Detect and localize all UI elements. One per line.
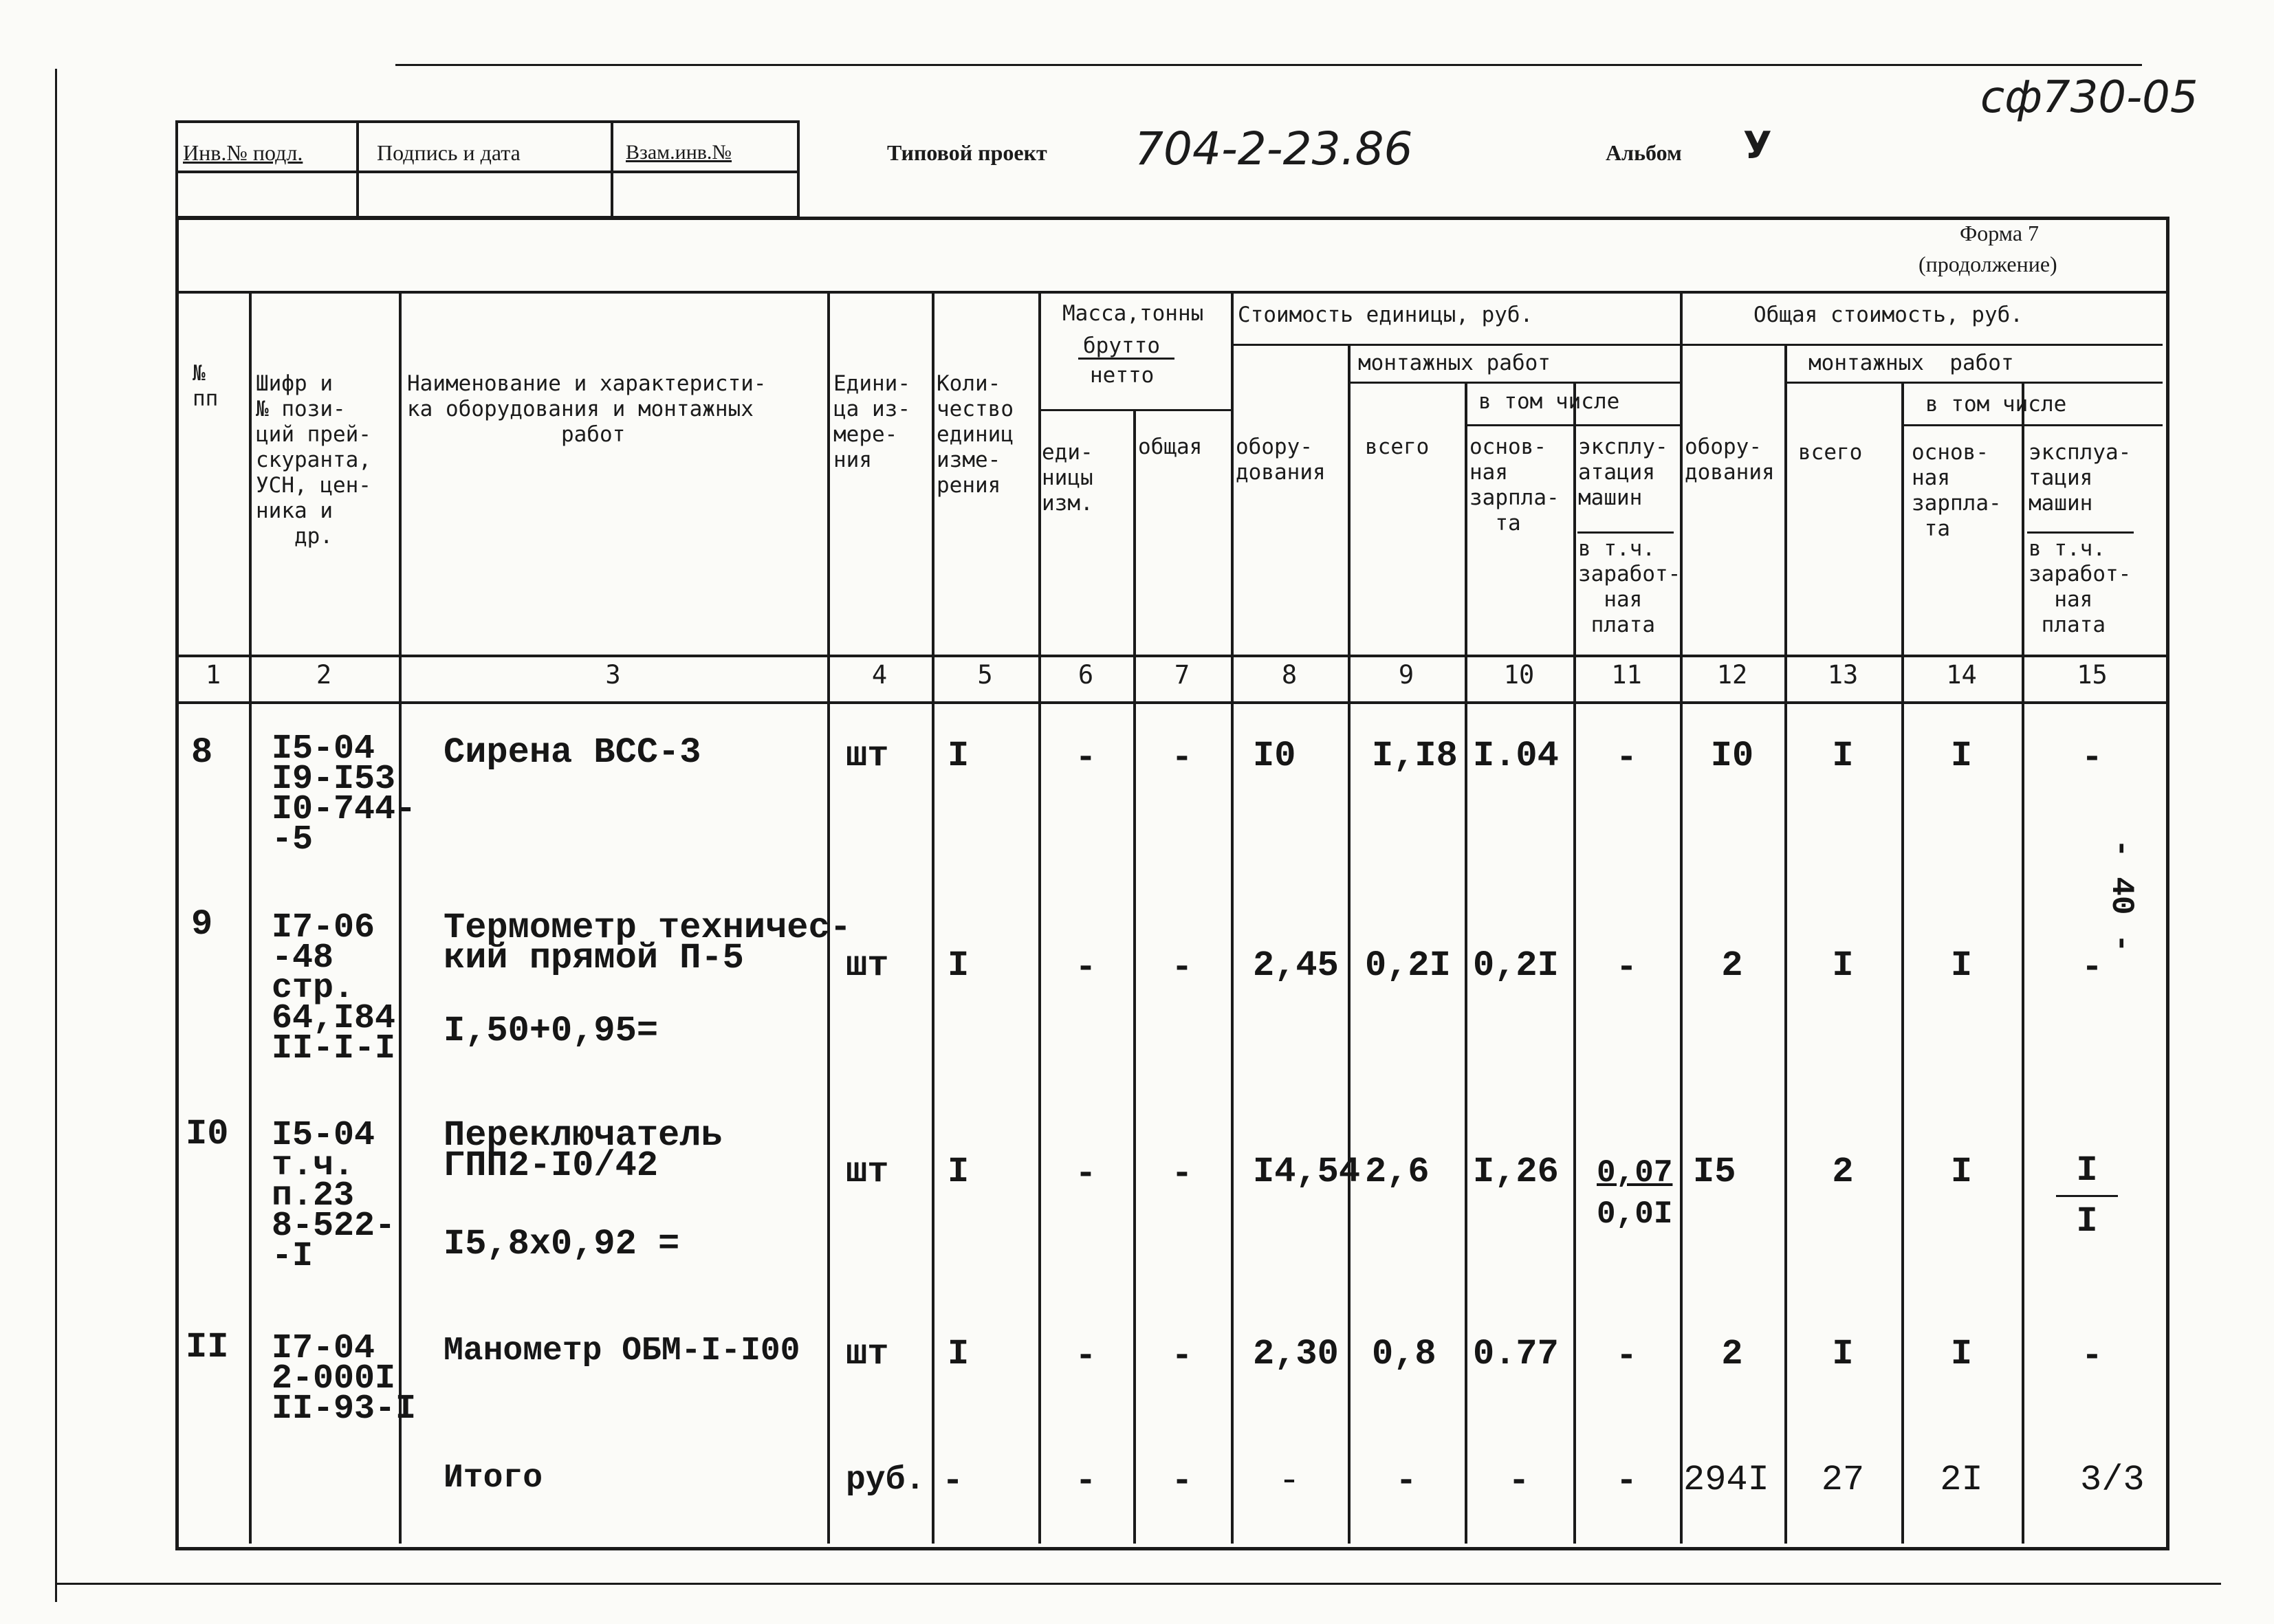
- col-number-6: 6: [1078, 660, 1094, 690]
- header-qty: Коли- чество единиц изме- рения: [937, 371, 1014, 498]
- stamp-divider-v1: [356, 120, 359, 216]
- vtom-b-rule: [1901, 424, 2163, 426]
- header-mont-a: монтажных работ: [1358, 351, 1551, 375]
- col-number-9: 9: [1398, 660, 1414, 690]
- stamp-box: [175, 120, 800, 219]
- row-unit: шт: [846, 736, 889, 776]
- row-name: Сирена ВСС-3: [444, 732, 701, 773]
- header-c15-sub: в т.ч. заработ- ная плата: [2029, 536, 2132, 637]
- row-qty: I: [948, 945, 970, 986]
- row-c8: 2,30: [1253, 1334, 1339, 1374]
- header-c11: эксплу- атация машин: [1578, 435, 1668, 510]
- row-c9: 0,2I: [1365, 945, 1451, 986]
- col-number-13: 13: [1827, 660, 1859, 690]
- row-c15: I: [2076, 1150, 2098, 1191]
- header-vtom-b: в том числе: [1925, 392, 2067, 417]
- row-c12: I0: [1710, 736, 1754, 776]
- row-c15: -: [2081, 1336, 2103, 1376]
- header-c11-sub: в т.ч. заработ- ная плата: [1578, 536, 1681, 637]
- row-mass-total: -: [1171, 738, 1193, 778]
- row-mass-unit: -: [1075, 738, 1097, 778]
- total-mass-total: -: [1171, 1461, 1193, 1502]
- total-label: Итого: [444, 1460, 543, 1497]
- form-subtitle: (продолжение): [1918, 252, 2057, 276]
- col-number-1: 1: [205, 660, 221, 690]
- row-code: I7-06 -48 стр. 64,I84 II-I-I: [272, 908, 396, 1068]
- total-mass-unit: -: [1075, 1461, 1097, 1502]
- sign-label: Подпись и дата: [377, 140, 521, 165]
- total-c15: 3/3: [2080, 1460, 2145, 1500]
- row-number: I0: [186, 1114, 229, 1154]
- row-c12: 2: [1721, 945, 1743, 986]
- col-number-3: 3: [605, 660, 621, 690]
- header-code: Шифр и № пози- ций прей- скуранта, УСН, цен- ника и др.: [256, 371, 371, 549]
- header-unit-cost: Стоимость единицы, руб.: [1238, 303, 1533, 327]
- row-qty: I: [948, 736, 970, 776]
- header-name: Наименование и характеристи- ка оборудования и монтажных работ: [407, 371, 767, 447]
- header-brutto: брутто: [1083, 333, 1160, 358]
- header-c10: основ- ная зарпла- та: [1469, 435, 1560, 536]
- row-number: 8: [191, 732, 213, 773]
- row-c10: I.04: [1473, 736, 1559, 776]
- stamp-divider: [175, 171, 797, 173]
- row-c8: I4,54: [1253, 1152, 1361, 1192]
- row-c13: 2: [1832, 1152, 1854, 1192]
- row-c14: I: [1950, 945, 1973, 986]
- row-c14: I: [1950, 736, 1973, 776]
- inv-label: Инв.№ подл.: [183, 140, 303, 165]
- mass-sub-rule: [1038, 409, 1231, 411]
- header-c14: основ- ная зарпла- та: [1912, 440, 2002, 541]
- underline-15: [2027, 531, 2134, 534]
- col-number-bottom-rule: [175, 701, 2168, 704]
- album-value: У: [1743, 124, 1772, 167]
- total-c12: 294I: [1683, 1460, 1769, 1500]
- form-title: Форма 7: [1960, 221, 2040, 245]
- row-c14: I: [1950, 1334, 1973, 1374]
- album-label: Альбом: [1606, 140, 1682, 165]
- vzam-label: Взам.инв.№: [626, 141, 732, 164]
- row-mass-total: -: [1171, 947, 1193, 988]
- total-c10: -: [1508, 1461, 1530, 1502]
- row-mass-unit: -: [1075, 947, 1097, 988]
- col-line-10: [1465, 382, 1467, 1544]
- row-number: 9: [191, 904, 213, 945]
- col-line-2: [249, 291, 252, 1544]
- header-mont-b: монтажных работ: [1808, 351, 2014, 375]
- left-margin-line: [55, 69, 57, 1602]
- col-line-5: [932, 291, 934, 1544]
- col-line-9: [1348, 344, 1351, 1544]
- row-qty: I: [948, 1334, 970, 1374]
- row-code: I5-04 т.ч. п.23 8-522- -I: [272, 1116, 396, 1276]
- row-mass-unit: -: [1075, 1336, 1097, 1376]
- row-unit: шт: [846, 1152, 889, 1192]
- header-c8: обору- дования: [1236, 435, 1326, 485]
- total-c9: -: [1395, 1461, 1417, 1502]
- total-qty: -: [942, 1461, 964, 1502]
- row-mass-total: -: [1171, 1336, 1193, 1376]
- total-c11: -: [1615, 1461, 1638, 1502]
- header-c15: эксплуа- тация машин: [2029, 440, 2132, 516]
- total-unit: руб.: [846, 1462, 926, 1499]
- total-c13: 27: [1821, 1460, 1865, 1500]
- row-c11: -: [1615, 738, 1638, 778]
- row-c11: -: [1615, 1336, 1638, 1376]
- row-c9: I,I8: [1372, 736, 1458, 776]
- row-c8: I0: [1253, 736, 1296, 776]
- col-number-12: 12: [1716, 660, 1748, 690]
- total-c8: -: [1278, 1461, 1300, 1502]
- row-c11-sub: 0,0I: [1597, 1196, 1673, 1232]
- row-mass-unit: -: [1075, 1154, 1097, 1194]
- header-mass-total: общая: [1138, 435, 1203, 459]
- header-c9: всего: [1365, 435, 1430, 459]
- row-unit: шт: [846, 1334, 889, 1374]
- row-c9: 0,8: [1372, 1334, 1436, 1374]
- header-vtom-a: в том числе: [1478, 389, 1620, 414]
- row-c8: 2,45: [1253, 945, 1339, 986]
- col-number-4: 4: [871, 660, 888, 690]
- header-unit: Едини- ца из- мере- ния: [833, 371, 910, 472]
- header-num: № пп: [193, 361, 219, 411]
- row-c10: 0,2I: [1473, 945, 1559, 986]
- page-number: - 40 -: [2103, 839, 2139, 953]
- row-c11: -: [1615, 947, 1638, 988]
- row-c15-fraction-bar: [2056, 1195, 2118, 1197]
- header-total-cost: Общая стоимость, руб.: [1753, 303, 2023, 327]
- form-title-rule: [175, 291, 2168, 294]
- col-number-5: 5: [977, 660, 993, 690]
- col-number-10: 10: [1503, 660, 1535, 690]
- col-number-14: 14: [1946, 660, 1977, 690]
- vtom-a-rule: [1465, 424, 1680, 426]
- row-qty: I: [948, 1152, 970, 1192]
- row-c15: -: [2081, 947, 2103, 988]
- col-number-8: 8: [1281, 660, 1298, 690]
- mont-b-rule: [1784, 382, 2163, 384]
- row-unit: шт: [846, 945, 889, 986]
- document-code: сф730-05: [1980, 72, 2198, 123]
- row-mass-total: -: [1171, 1154, 1193, 1194]
- row-c10: I,26: [1473, 1152, 1559, 1192]
- row-c13: I: [1832, 945, 1854, 986]
- col-number-15: 15: [2077, 660, 2108, 690]
- top-rule: [395, 64, 2142, 66]
- header-mass-unit: еди- ницы изм.: [1042, 440, 1093, 516]
- row-code: I5-04 I9-I53 I0-744- -5: [272, 729, 417, 859]
- total-c14: 2I: [1940, 1460, 1983, 1500]
- header-netto: нетто: [1090, 363, 1155, 388]
- header-mass: Масса,тонны: [1062, 301, 1204, 326]
- mont-a-rule: [1348, 382, 1680, 384]
- row-c13: I: [1832, 1334, 1854, 1374]
- col-number-top-rule: [175, 655, 2168, 657]
- project-label: Типовой проект: [887, 140, 1047, 165]
- row-code: I7-04 2-000I II-93-I: [272, 1329, 417, 1429]
- col-number-7: 7: [1174, 660, 1190, 690]
- row-c15: -: [2081, 738, 2103, 778]
- row-name: Переключатель ГПП2-I0/42: [444, 1115, 723, 1186]
- project-number: 704-2-23.86: [1135, 122, 1413, 175]
- stamp-divider-v2: [611, 120, 613, 216]
- row-c10: 0.77: [1473, 1334, 1559, 1374]
- row-c12: I5: [1693, 1152, 1736, 1192]
- row-c15-sub: I: [2076, 1201, 2098, 1242]
- row-number: II: [186, 1327, 229, 1368]
- bottom-rule: [55, 1583, 2221, 1585]
- row-calc: I5,8х0,92 =: [444, 1224, 680, 1264]
- unit-cost-rule: [1231, 344, 1680, 346]
- row-c9: 2,6: [1365, 1152, 1430, 1192]
- col-number-2: 2: [316, 660, 332, 690]
- row-c12: 2: [1721, 1334, 1743, 1374]
- underline-11: [1577, 531, 1674, 534]
- header-c12: обору- дования: [1685, 435, 1775, 485]
- row-name: Манометр ОБМ-I-I00: [444, 1332, 800, 1370]
- total-cost-rule: [1680, 344, 2163, 346]
- col-number-11: 11: [1611, 660, 1642, 690]
- row-c14: I: [1950, 1152, 1973, 1192]
- header-c13: всего: [1798, 440, 1863, 465]
- row-calc: I,50+0,95=: [444, 1011, 659, 1051]
- col-line-8: [1231, 291, 1234, 1544]
- row-c11: 0,07: [1597, 1155, 1673, 1191]
- row-name: Термометр техничес- кий прямой П-5: [444, 908, 851, 978]
- row-c13: I: [1832, 736, 1854, 776]
